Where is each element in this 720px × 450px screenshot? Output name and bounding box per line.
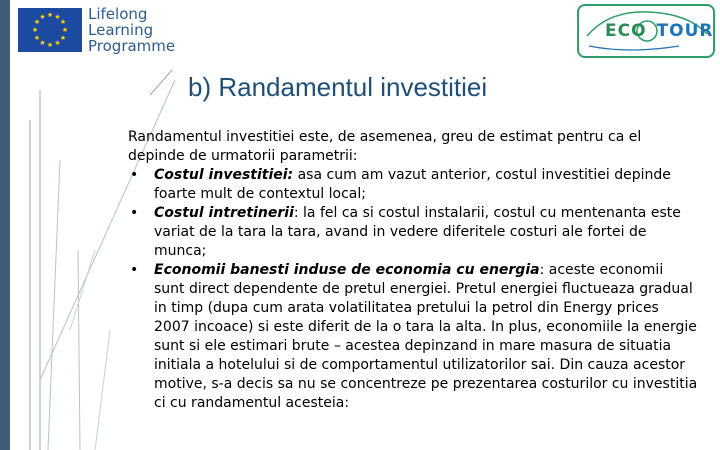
bullet-term: Costul intretinerii bbox=[154, 205, 294, 221]
lifelong-learning-programme-logo bbox=[18, 6, 178, 54]
llp-logo-line: Programme bbox=[88, 37, 176, 55]
svg-text:★: ★ bbox=[59, 34, 67, 42]
llp-logo-line: Lifelong bbox=[88, 5, 148, 23]
list-item bbox=[128, 261, 698, 413]
ecotour-logo bbox=[577, 4, 715, 58]
svg-text:★: ★ bbox=[31, 26, 39, 34]
tour-logo-word: TOUR bbox=[656, 21, 714, 41]
llp-logo-text bbox=[88, 6, 175, 54]
svg-text:★: ★ bbox=[33, 34, 41, 42]
bullet-term: Costul investitiei: bbox=[154, 167, 294, 183]
bullet-icon: • bbox=[130, 205, 139, 221]
bullet-icon: • bbox=[130, 262, 139, 278]
list-item bbox=[128, 204, 698, 261]
bullet-term: Economii banesti induse de economia cu energia bbox=[154, 262, 540, 278]
llp-logo-line: Learning bbox=[88, 21, 154, 39]
svg-text:★: ★ bbox=[59, 18, 67, 26]
svg-text:★: ★ bbox=[54, 13, 61, 21]
svg-text:★: ★ bbox=[33, 18, 41, 26]
slide-body bbox=[128, 128, 698, 413]
intro-paragraph: Randamentul investitiei este, de asemenea, greu de estimat pentru ca el depinde de urmatorii parametrii: bbox=[128, 129, 642, 164]
eu-flag-icon bbox=[18, 8, 82, 52]
bullet-text: asa cum am vazut anterior, costul investitiei depinde foarte mult de contextul local; bbox=[154, 167, 671, 202]
svg-text:★: ★ bbox=[61, 26, 69, 34]
svg-text:★: ★ bbox=[46, 11, 54, 19]
list-item bbox=[128, 166, 698, 204]
bullet-text: : aceste economii sunt direct dependente de pretul energiei. Pretul energiei fluctueaza gradual in timp (dupa cum arata volatilitatea pretului la petrol din Energy prices 2007 incoace) si este diferit de la o tara la alta. In plus, economiile la energie sunt si ele estimari brute – acestea depinzand in mare masura de situatia initiala a hotelului si de comportamentul utilizatorilor sai. Din cauza acestor motive, s-a decis sa nu se concentreze pe prezentarea costurilor cu investitia ci cu randamentul acesteia: bbox=[154, 262, 698, 411]
svg-text:★: ★ bbox=[46, 41, 54, 49]
eco-logo-word: ECO bbox=[605, 21, 647, 41]
svg-text:★: ★ bbox=[39, 39, 46, 47]
bullet-icon: • bbox=[130, 167, 139, 183]
parameter-list bbox=[128, 166, 698, 413]
svg-text:★: ★ bbox=[54, 39, 61, 47]
bullet-text: : la fel ca si costul instalarii, costul cu mentenanta este variat de la tara la tara, avand in vedere diferitele costuri ale fortei de munca; bbox=[154, 205, 681, 259]
svg-text:★: ★ bbox=[39, 13, 46, 21]
slide-title: b) Randamentul investitiei bbox=[188, 72, 488, 102]
